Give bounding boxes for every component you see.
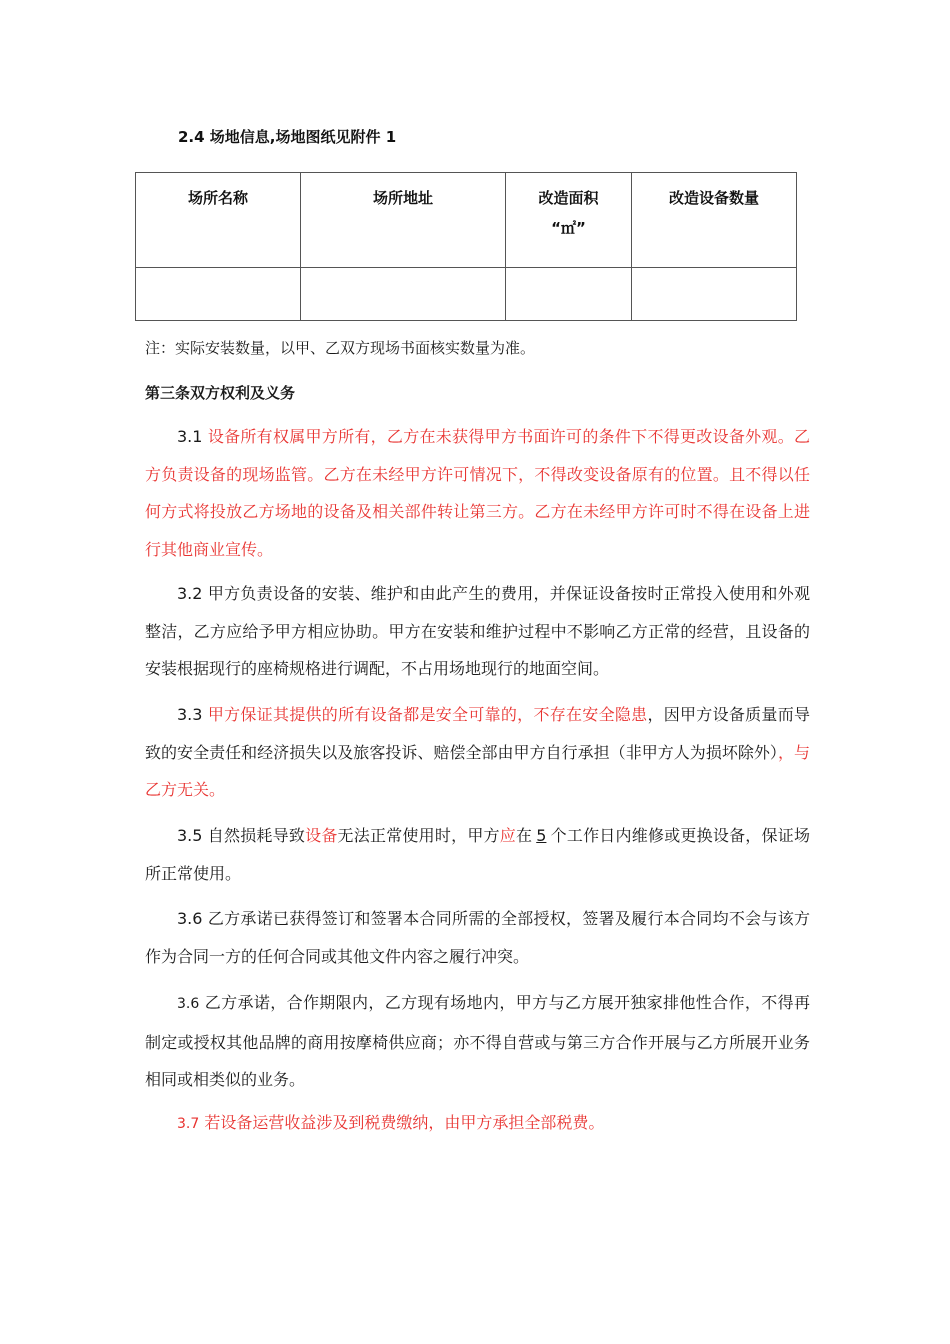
clause-text: 若设备运营收益涉及到税费缴纳，由甲方承担全部税费。 bbox=[204, 1113, 605, 1132]
header-site-name: 场所名称 bbox=[136, 173, 301, 268]
clause-text: 无法正常使用时，甲方 bbox=[337, 826, 500, 845]
clause-3-6a bbox=[145, 900, 810, 975]
table-row bbox=[136, 268, 797, 321]
clause-text: 在 bbox=[516, 826, 533, 845]
clause-text: 乙方承诺已获得签订和签署本合同所需的全部授权，签署及履行本合同均不会与该方作为合同一方的任何合同或其他文件内容之履行冲突。 bbox=[145, 909, 810, 966]
table-note: 注：实际安装数量，以甲、乙双方现场书面核实数量为准。 bbox=[145, 339, 536, 357]
table-header-row bbox=[136, 173, 797, 268]
clause-3-1 bbox=[145, 418, 810, 568]
clause-text: 设备所有权属甲方所有，乙方在未获得甲方书面许可的条件下不得更改设备外观。乙方负责设备的现场监管。乙方在未经甲方许可情况下，不得改变设备原有的位置。且不得以任何方式将投放乙方场地的设备及相关部件转让第三方。乙方在未经甲方许可时不得在设备上进行其他商业宣传。 bbox=[145, 427, 810, 559]
clause-text-red: 应 bbox=[499, 826, 516, 845]
header-area-unit: “㎡” bbox=[551, 219, 586, 237]
clause-text: ，因甲方设备质量而导致的安全责任和经济损失以及旅客投诉、赔偿全部由甲方自行承担（非甲方人为损坏除外） bbox=[145, 705, 810, 762]
clause-3-6b bbox=[145, 984, 810, 1099]
clause-3-7 bbox=[145, 1104, 810, 1144]
article-3-title: 第三条双方权利及义务 bbox=[145, 384, 296, 402]
clause-text: 自然损耗导致 bbox=[207, 826, 306, 845]
clause-number: 3.1 bbox=[177, 427, 203, 446]
header-device-count: 改造设备数量 bbox=[632, 173, 797, 268]
header-area bbox=[506, 173, 632, 268]
table-cell bbox=[632, 268, 797, 321]
table-cell bbox=[136, 268, 301, 321]
clause-text-red: 设备 bbox=[305, 826, 338, 845]
clause-text-red: ，与乙方无关。 bbox=[145, 742, 810, 799]
clause-text-red: 甲方保证其提供的所有设备都是安全可靠的，不存在安全隐患 bbox=[207, 705, 648, 724]
clause-text: 个工作日内维修或更换设备，保证场所正常使用。 bbox=[145, 826, 810, 883]
site-info-table bbox=[135, 172, 797, 321]
clause-text: 甲方负责设备的安装、维护和由此产生的费用，并保证设备按时正常投入使用和外观整洁，乙方应给予甲方相应协助。甲方在安装和维护过程中不影响乙方正常的经营，且设备的安装根据现行的座椅规格进行调配，不占用场地现行的地面空间。 bbox=[145, 584, 810, 678]
section-2-4-heading: 2.4 场地信息,场地图纸见附件 1 bbox=[178, 128, 397, 146]
clause-number: 3.3 bbox=[177, 705, 203, 724]
header-area-label: 改造面积 bbox=[538, 189, 599, 207]
clause-text: 乙方承诺，合作期限内，乙方现有场地内，甲方与乙方展开独家排他性合作，不得再制定或授权其他品牌的商用按摩椅供应商；亦不得自营或与第三方合作开展与乙方所展开业务相同或相类似的业务。 bbox=[145, 993, 810, 1089]
table-cell bbox=[301, 268, 506, 321]
clause-number: 3.2 bbox=[177, 584, 203, 603]
clause-number: 3.6 bbox=[177, 996, 200, 1012]
clause-3-2 bbox=[145, 575, 810, 688]
clause-number: 3.5 bbox=[177, 826, 203, 845]
clause-3-3 bbox=[145, 696, 810, 809]
clause-number: 3.6 bbox=[177, 909, 203, 928]
table-cell bbox=[506, 268, 632, 321]
clause-number: 3.7 bbox=[177, 1116, 200, 1132]
header-site-address: 场所地址 bbox=[301, 173, 506, 268]
clause-3-5 bbox=[145, 817, 810, 892]
days-value: 5 bbox=[536, 826, 547, 845]
